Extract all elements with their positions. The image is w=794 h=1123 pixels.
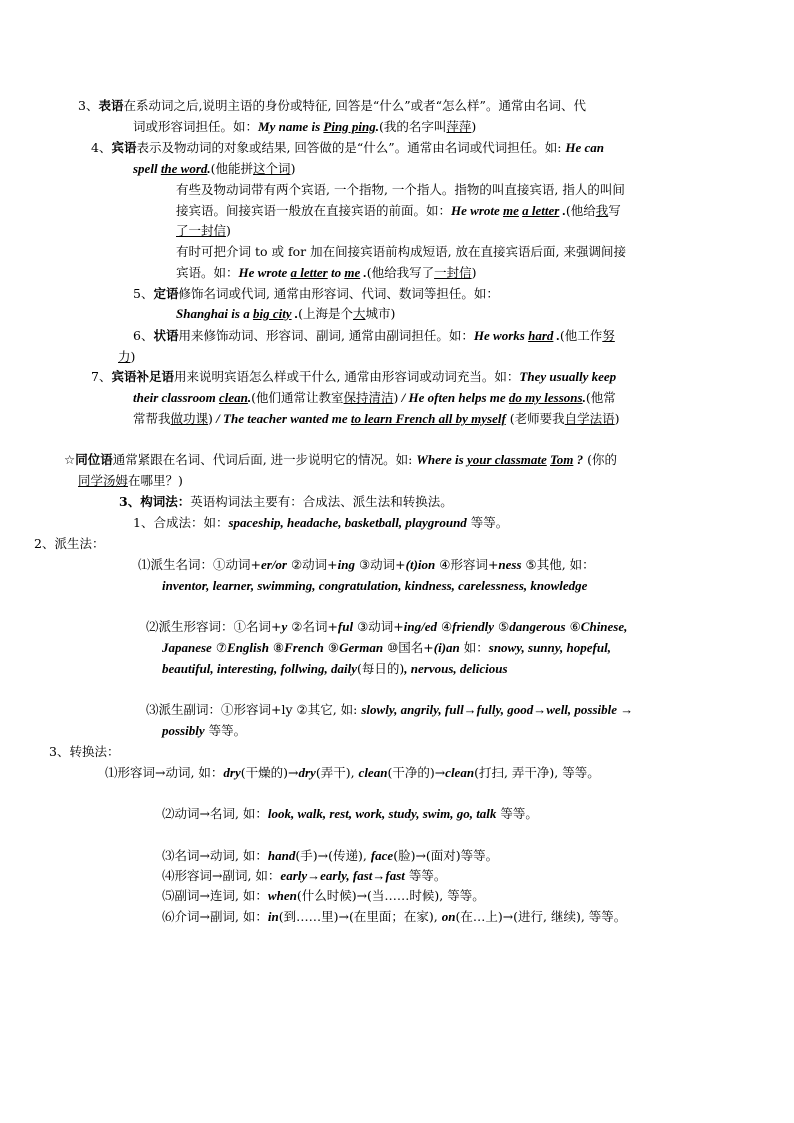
text-span: 表示及物动词的对象或结果, 回答做的是“什么”。通常由名词或代词担任。如: — [136, 140, 566, 155]
text-span: ) — [471, 119, 477, 134]
text-span: slowly, angrily, full→fully, good→well, possible → — [361, 702, 634, 717]
word-formation-title — [119, 494, 453, 510]
text-span: 自学法语 — [564, 411, 615, 426]
text-span: French — [284, 640, 324, 655]
text-span: (他给 — [565, 203, 596, 218]
text-span: 力 — [118, 349, 131, 364]
text-span: the word — [160, 161, 208, 176]
conversion-line-3 — [162, 848, 498, 864]
text-span: er/or — [260, 557, 287, 572]
text-span: to — [327, 265, 345, 280]
text-span: look, walk, rest, work, study, swim, go, talk — [267, 806, 497, 821]
text-span: (t)ion — [405, 557, 436, 572]
conversion-line-6 — [162, 909, 626, 925]
text-span: He can — [565, 140, 605, 155]
text-span: 常帮我 — [133, 411, 171, 426]
text-span: snowy, sunny, hopeful, — [488, 640, 611, 655]
object-line-1 — [91, 140, 604, 156]
text-span: face — [370, 848, 394, 863]
text-span: Tom — [550, 452, 574, 467]
text-span: 一封信 — [188, 223, 227, 238]
object-line-2 — [133, 161, 295, 177]
text-span: ⑸副词→连词, 如： — [162, 888, 268, 903]
text-span: ⑥ — [565, 619, 581, 634]
text-span: me — [344, 265, 361, 280]
text-span: . — [375, 119, 380, 134]
text-span: clean — [445, 765, 475, 780]
text-span: 用来修饰动词、形容词、副词, 通常由副词担任。如： — [178, 328, 474, 343]
text-span: ) — [290, 161, 296, 176]
text-span: 3、 — [78, 98, 99, 113]
text-span: 等等。 — [466, 515, 509, 530]
text-span: (手)→(传递), — [295, 848, 371, 863]
text-span: a letter — [290, 265, 328, 280]
text-span: ⑶派生副词：①形容词+ly ②其它, 如: — [146, 702, 362, 717]
text-span: German — [339, 640, 384, 655]
text-span: clean — [218, 390, 248, 405]
text-span: (他给我写了 — [366, 265, 435, 280]
text-span: 宾语。如： — [176, 265, 239, 280]
text-span: English — [227, 640, 269, 655]
text-span: 城市) — [365, 306, 396, 321]
predicative-line-2 — [133, 119, 476, 135]
text-span: (我的名字叫 — [379, 119, 447, 134]
text-span: (在…上)→(进行, 继续), 等等。 — [455, 909, 627, 924]
object-para3-line-2 — [176, 265, 477, 281]
text-span: ⑹介词→副词, 如： — [162, 909, 268, 924]
text-span: 努 — [602, 328, 615, 343]
text-span: ⑴派生名词：①动词+ — [138, 557, 261, 572]
derived-adjectives-line-1 — [146, 619, 627, 635]
text-span: me — [503, 203, 519, 218]
text-span: 保持清洁 — [343, 390, 394, 405]
object-para2-line-3 — [176, 223, 231, 239]
text-span: 修饰名词或代词, 通常由形容词、代词、数词等担任。如： — [178, 286, 499, 301]
text-span: . — [247, 390, 252, 405]
text-span: big city — [252, 306, 292, 321]
text-span: clean — [358, 765, 388, 780]
text-span: ⑧ — [268, 640, 285, 655]
attribute-term: 定语 — [153, 286, 179, 301]
object-para2-line-2 — [176, 203, 621, 219]
text-span: ④形容词+ — [435, 557, 499, 572]
text-span: ⑶名词→动词, 如： — [162, 848, 268, 863]
object-term: 宾语 — [111, 140, 137, 155]
text-span: y — [281, 619, 288, 634]
text-span: spell — [133, 161, 161, 176]
adverbial-term: 状语 — [153, 328, 179, 343]
derived-nouns-line-2 — [162, 578, 587, 594]
text-span: ful — [337, 619, 354, 634]
text-span: 在系动词之后,说明主语的身份或特征, 回答是“什么”或者“怎么样”。通常由名词、代 — [123, 98, 586, 113]
text-span: hard — [528, 328, 554, 343]
text-span: 通常紧跟在名词、代词后面, 进一步说明它的情况。如: — [112, 452, 417, 467]
text-span: 大 — [352, 306, 366, 321]
text-span: ②动词+ — [286, 557, 338, 572]
star-icon: ☆ — [64, 452, 76, 467]
text-span: 如： — [459, 640, 489, 655]
derived-adverbs-line-1 — [146, 702, 633, 718]
text-span: 英语构词法主要有：合成法、派生法和转换法。 — [190, 494, 453, 509]
text-span: ④ — [436, 619, 453, 634]
text-span: 5、 — [133, 286, 154, 301]
text-span: (到……里)→(在里面；在家), — [278, 909, 442, 924]
text-span: Chinese, — [580, 619, 628, 634]
text-span: (老师要我 — [505, 411, 565, 426]
complement-line-3 — [133, 411, 620, 427]
appositive-line-1 — [64, 452, 617, 468]
text-span: He wrote — [451, 203, 504, 218]
text-span: (脸)→(面对)等等。 — [393, 848, 499, 863]
complement-line-2 — [133, 390, 616, 406]
derived-adverbs-line-2 — [162, 723, 246, 739]
text-span: ⑨ — [323, 640, 340, 655]
text-span: 我 — [595, 203, 609, 218]
text-span: Shanghai is a — [176, 306, 253, 321]
text-span: (他工作 — [559, 328, 603, 343]
text-span: friendly — [452, 619, 495, 634]
attribute-line-1 — [133, 286, 499, 302]
text-span: ? — [573, 452, 584, 467]
text-span: your classmate — [466, 452, 547, 467]
appositive-term: 同位语 — [75, 452, 113, 467]
text-span: ⑦ — [211, 640, 228, 655]
text-span: Where is — [416, 452, 467, 467]
appositive-line-2 — [78, 473, 183, 489]
text-span: (他们通常让教室 — [251, 390, 344, 405]
text-span: ) — [471, 265, 477, 280]
text-span: He works — [473, 328, 529, 343]
text-span: , nervous, delicious — [404, 661, 508, 676]
text-span: ⑵派生形容词：①名词+ — [146, 619, 282, 634]
text-span: (什么时候)→(当……时候), 等等。 — [296, 888, 485, 903]
text-span: to learn French all by myself — [350, 411, 506, 426]
text-span: 用来说明宾语怎么样或干什么, 通常由形容词或动词充当。如： — [173, 369, 520, 384]
text-span: ) — [393, 390, 399, 405]
text-span: 接宾语。间接宾语一般放在直接宾语的前面。如： — [176, 203, 452, 218]
text-span: ) — [614, 411, 620, 426]
text-span: ③动词+ — [353, 619, 404, 634]
text-span: 2、派生法： — [34, 536, 105, 551]
text-span: / — [398, 390, 409, 405]
text-span: 同学汤姆 — [78, 473, 129, 488]
text-span: 等等。 — [404, 868, 447, 883]
text-span: He wrote — [238, 265, 291, 280]
conversion-label — [49, 744, 119, 760]
text-span: (你的 — [583, 452, 617, 467]
derived-nouns-line-1 — [138, 557, 595, 573]
text-span: ③动词+ — [354, 557, 406, 572]
text-span: 萍萍 — [446, 119, 472, 134]
derivation-label — [34, 536, 104, 552]
attribute-line-2 — [176, 306, 395, 322]
text-span: He often helps me — [408, 390, 509, 405]
complement-term: 宾语补足语 — [111, 369, 174, 384]
text-span: The teacher wanted me — [223, 411, 351, 426]
text-span: 一封信 — [434, 265, 472, 280]
text-span: (弄干), — [315, 765, 359, 780]
text-span: . — [207, 161, 211, 176]
text-span: dry — [298, 765, 316, 780]
conversion-line-1 — [105, 765, 600, 781]
text-span: 4、 — [91, 140, 112, 155]
text-span: 在哪里？) — [128, 473, 183, 488]
text-span: ⑵动词→名词, 如： — [162, 806, 268, 821]
compound-line — [133, 515, 508, 531]
text-span: (每日的) — [357, 661, 405, 676]
text-span: . — [553, 328, 560, 343]
text-span: their classroom — [133, 390, 219, 405]
text-span: . — [291, 306, 299, 321]
text-span: (上海是个 — [298, 306, 353, 321]
text-span: dry — [223, 765, 241, 780]
text-span: (他能拼 — [210, 161, 254, 176]
predicative-term: 表语 — [98, 98, 124, 113]
text-span: ness — [498, 557, 522, 572]
text-span: beautiful, interesting, follwing, daily — [162, 661, 358, 676]
text-span: 1、合成法：如： — [133, 515, 229, 530]
text-span: . — [582, 390, 586, 405]
text-span: ⑷形容词→副词, 如： — [162, 868, 281, 883]
text-span: Ping ping — [323, 119, 376, 134]
text-span: My name is — [258, 119, 324, 134]
text-span: 有些及物动词带有两个宾语, 一个指物, 一个指人。指物的叫直接宾语, 指人的叫间 — [176, 182, 625, 197]
text-span: (打扫, 弄干净), 等等。 — [474, 765, 600, 780]
text-span: ) — [208, 411, 213, 426]
derived-adjectives-line-2 — [162, 640, 611, 656]
text-span: hand — [267, 848, 296, 863]
text-span: ⑤其他, 如： — [521, 557, 595, 572]
adverbial-line-1 — [133, 328, 615, 344]
text-span: 做功课 — [170, 411, 209, 426]
text-span: 3、转换法： — [49, 744, 120, 759]
text-span: dangerous — [509, 619, 566, 634]
object-para3-line-1 — [176, 244, 626, 260]
text-span: 词或形容词担任。如： — [133, 119, 259, 134]
text-span: 6、 — [133, 328, 154, 343]
text-span: 写 — [608, 203, 621, 218]
text-span: a letter — [522, 203, 560, 218]
text-span: possibly — [162, 723, 205, 738]
text-span: They usually keep — [519, 369, 617, 384]
text-span: (i)an — [433, 640, 460, 655]
text-span: 3、 — [119, 494, 141, 509]
text-span: 等等。 — [496, 806, 538, 821]
text-span: 等等。 — [204, 723, 247, 738]
text-span: ing/ed — [403, 619, 437, 634]
complement-line-1 — [91, 369, 616, 385]
text-span: do my lessons — [508, 390, 583, 405]
text-span: (干燥的)→ — [240, 765, 299, 780]
text-span: (他常 — [585, 390, 616, 405]
predicative-line-1 — [78, 98, 586, 114]
text-span: 有时可把介词 to 或 for 加在间接宾语前构成短语, 放在直接宾语后面, 来强调间接 — [176, 244, 626, 259]
text-span: ) — [130, 349, 136, 364]
derived-adjectives-line-3 — [162, 661, 508, 677]
text-span: ②名词+ — [287, 619, 338, 634]
text-span: in — [267, 909, 279, 924]
text-span: . — [360, 265, 367, 280]
text-span: spaceship, headache, basketball, playground — [228, 515, 467, 530]
conversion-line-4 — [162, 868, 446, 884]
text-span: / — [212, 411, 224, 426]
object-para2-line-1 — [176, 182, 625, 198]
text-span: ⑩国名+ — [383, 640, 434, 655]
text-span: 7、 — [91, 369, 112, 384]
text-span: ing — [337, 557, 355, 572]
adverbial-line-2 — [118, 349, 135, 365]
text-span: 这个词 — [253, 161, 291, 176]
conversion-line-5 — [162, 888, 485, 904]
text-span: 了 — [176, 223, 189, 238]
text-span: 构词法： — [140, 494, 191, 509]
text-span: inventor, learner, swimming, congratulation, kindness, carelessness, knowledge — [162, 578, 588, 593]
text-span: (干净的)→ — [387, 765, 446, 780]
text-span: ⑴形容词→动词, 如： — [105, 765, 224, 780]
text-span: ⑤ — [494, 619, 510, 634]
text-span: . — [559, 203, 566, 218]
text-span: Japanese — [162, 640, 212, 655]
text-span: ) — [226, 223, 231, 238]
text-span: early→early, fast→fast — [280, 868, 405, 883]
text-span: when — [267, 888, 297, 903]
text-span: on — [441, 909, 456, 924]
conversion-line-2 — [162, 806, 538, 822]
